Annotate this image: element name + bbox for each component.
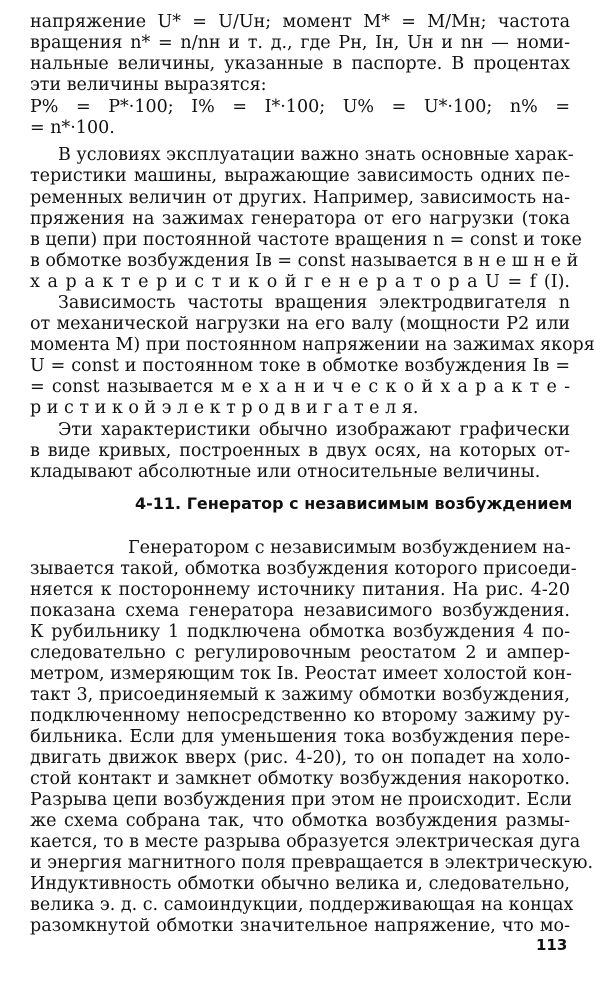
paragraph-first-line: Генератором с независимым возбуждением на-: [128, 538, 571, 558]
text-line: стой контакт и замкнет обмотку возбуждения накоротко.: [30, 769, 570, 789]
text-line: U = const и постоянном токе в обмотке возбуждения Iв =: [30, 356, 570, 376]
paragraph-first-line: В условиях эксплуатации важно знать основные харак-: [58, 145, 574, 165]
text-line: Индуктивность обмотки обычно велика и, следовательно,: [30, 874, 570, 894]
text-line: = const называется м е х а н и ч е с к о й х а р а к т е -: [30, 377, 570, 397]
text-line: К рубильнику 1 подключена обмотка возбуждения 4 по-: [30, 622, 570, 642]
text-line: ременных величин от других. Например, зависимость на-: [30, 188, 570, 208]
text-line: метром, измеряющим ток Iв. Реостат имеет холостой кон-: [30, 664, 572, 684]
text-line: кладывают абсолютные или относительные величины.: [30, 462, 541, 482]
text-line: эти величины выразятся:: [30, 75, 267, 95]
text-line: няется к постороннему источнику питания. На рис. 4-20: [30, 580, 570, 600]
text-line: подключенному непосредственно ко второму зажиму ру-: [30, 706, 570, 726]
text-line: двигать движок вверх (рис. 4-20), то он попадет на холо-: [30, 748, 570, 768]
text-line: теристики машины, выражающие зависимость одних пе-: [30, 166, 570, 186]
paragraph-first-line: Эти характеристики обычно изображают графически: [58, 420, 570, 440]
text-line: следовательно с регулировочным реостатом 2 и ампер-: [30, 643, 570, 663]
text-line: разомкнутой обмотки значительное напряжение, что мо-: [30, 916, 570, 936]
text-line: х а р а к т е р и с т и к о й г е н е р а т о р а U = f (I).: [30, 272, 570, 292]
text-line: напряжение U* = U/Uн; момент M* = M/Mн; частота: [30, 12, 570, 32]
text-line: такт 3, присоединяемый к зажиму обмотки возбуждения,: [30, 685, 570, 705]
text-line: момента M) при постоянном напряжении на зажимах якоря: [30, 335, 595, 355]
text-line: велика э. д. с. самоиндукции, поддерживающая на концах: [30, 895, 574, 915]
text-line: и энергия магнитного поля превращается в электрическую.: [30, 853, 594, 873]
text-line: в виде кривых, построенных в двух осях, на которых от-: [30, 441, 570, 461]
text-line: вращения n* = n/nн и т. д., где Pн, Iн, Uн и nн — номи-: [30, 33, 570, 53]
text-line: от механической нагрузки на его валу (мощности P2 или: [30, 314, 570, 334]
text-line: р и с т и к о й э л е к т р о д в и г а т е л я.: [30, 398, 419, 418]
text-line: пряжения на зажимах генератора от его нагрузки (тока: [30, 209, 570, 229]
text-line: зывается такой, обмотка возбуждения которого присоеди-: [30, 559, 577, 579]
text-line: кается, то в месте разрыва образуется электрическая дуга: [30, 832, 581, 852]
formula-line: P% = P*·100; I% = I*·100; U% = U*·100; n% =: [30, 97, 570, 117]
page-number: 113: [536, 936, 568, 954]
text-line: нальные величины, указанные в паспорте. В процентах: [30, 54, 570, 74]
text-line: же схема собрана так, что обмотка возбуждения размы-: [30, 811, 570, 831]
text-line: показана схема генератора независимого возбуждения.: [30, 601, 570, 621]
text-line: в цепи) при постоянной частоте вращения n = const и токе: [30, 230, 582, 250]
text-line: Разрыва цепи возбуждения при этом не происходит. Если: [30, 790, 572, 810]
paragraph-first-line: Зависимость частоты вращения электродвигателя n: [58, 293, 570, 313]
text-line: бильника. Если для уменьшения тока возбуждения пере-: [30, 727, 570, 747]
formula-line: = n*·100.: [30, 118, 115, 138]
section-heading: 4-11. Генератор с независимым возбуждением: [135, 494, 573, 513]
text-line: в обмотке возбуждения Iв = const называется в н е ш н е й: [30, 251, 579, 271]
